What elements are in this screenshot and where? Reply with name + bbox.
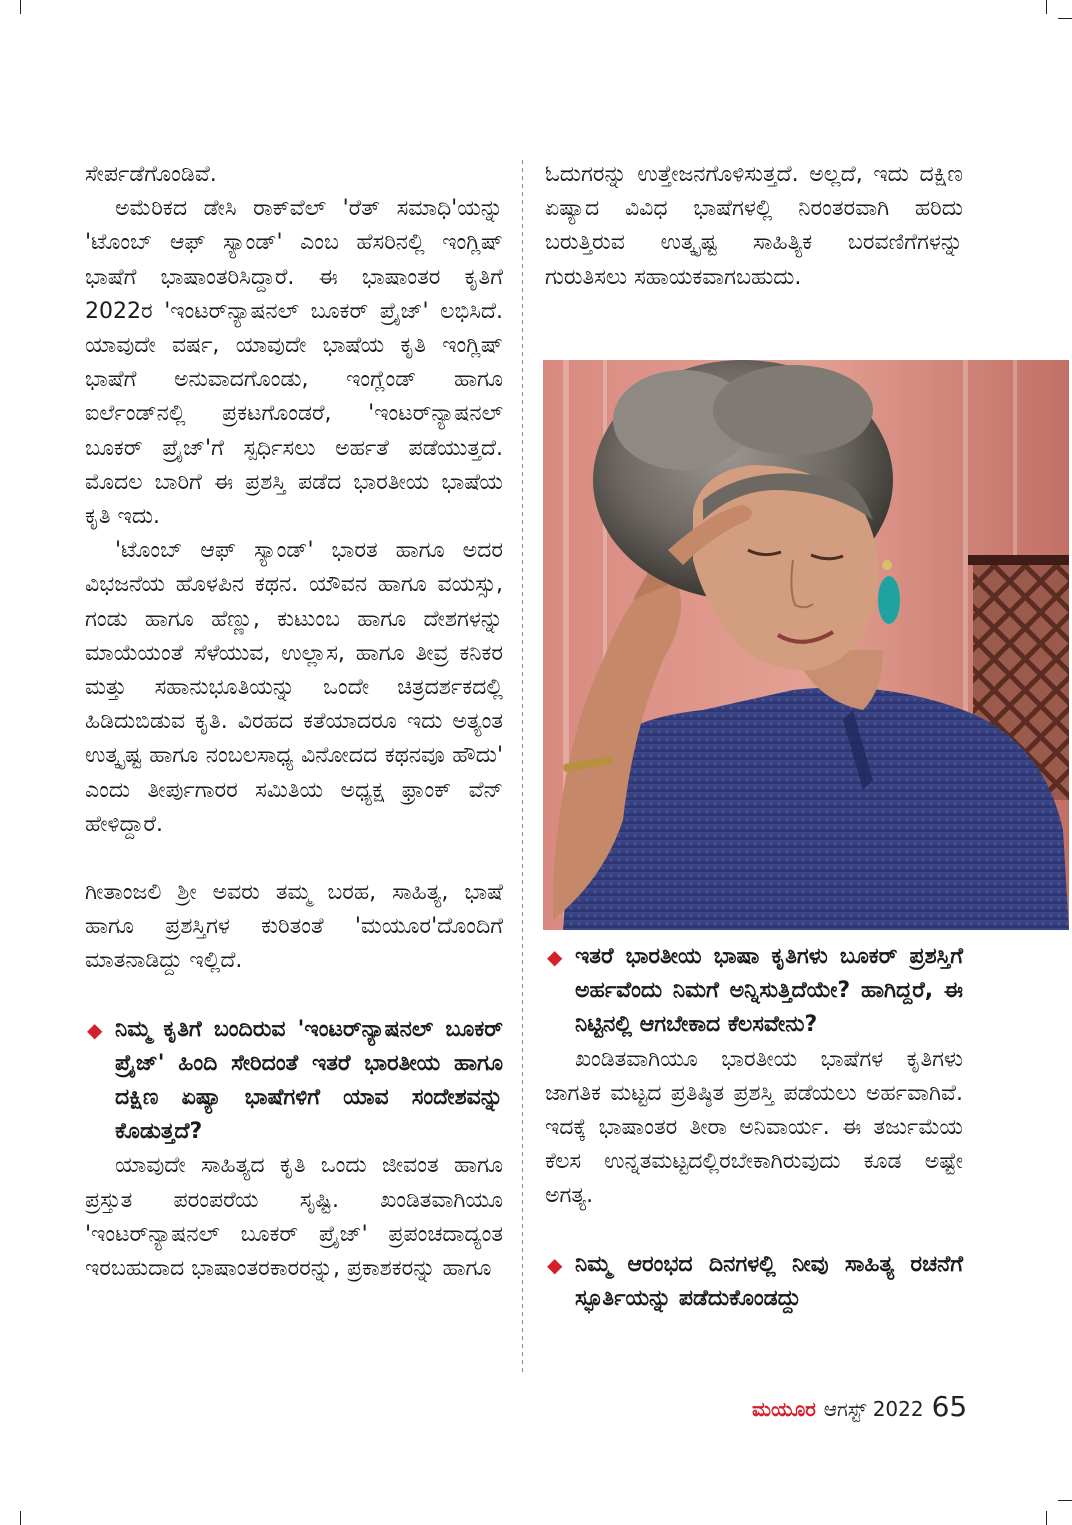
page-footer <box>752 1390 967 1426</box>
question-2 <box>545 940 963 1043</box>
right-column-top <box>545 158 963 295</box>
page-number: 65 <box>931 1390 968 1423</box>
crop-mark-bottom-left <box>20 1511 21 1525</box>
diamond-bullet-icon: ◆ <box>87 1017 103 1042</box>
issue-date: ಆಗಸ್ಟ್ 2022 <box>823 1397 924 1421</box>
right-paragraph-1: ಓದುಗರನ್ನು ಉತ್ತೇಜನಗೊಳಿಸುತ್ತದೆ. ಅಲ್ಲದೆ, ಇದು ದಕ್ಷಿಣ ಏಷ್ಯಾದ ವಿವಿಧ ಭಾಷೆಗಳಲ್ಲಿ ನಿರಂತರವಾಗಿ ಹರಿದು ಬರುತ್ತಿರುವ ಉತ್ಕೃಷ್ಟ ಸಾಹಿತ್ಯಿಕ ಬರವಣಿಗೆಗಳನ್ನು ಗುರುತಿಸಲು ಸಹಾಯಕವಾಗಬಹುದು. <box>545 162 963 290</box>
right-column-bottom <box>545 940 963 1316</box>
question-1-text: ನಿಮ್ಮ ಕೃತಿಗೆ ಬಂದಿರುವ 'ಇಂಟರ್‌ನ್ಯಾಷನಲ್ ಬೂಕರ್ ಪ್ರೈಜ್' ಹಿಂದಿ ಸೇರಿದಂತೆ ಇತರೆ ಭಾರತೀಯ ಹಾಗೂ ದಕ್ಷಿಣ ಏಷ್ಯಾ ಭಾಷೆಗಳಿಗೆ ಯಾವ ಸಂದೇಶವನ್ನು ಕೊಡುತ್ತದೆ? <box>115 1016 503 1145</box>
author-photo <box>543 360 1069 930</box>
diamond-bullet-icon: ◆ <box>547 1252 563 1277</box>
left-paragraph-3: 'ಟೊಂಬ್ ಆಫ್ ಸ್ಯಾಂಡ್' ಭಾರತ ಹಾಗೂ ಅದರ ವಿಭಜನೆಯ ಹೊಳಪಿನ ಕಥನ. ಯೌವನ ಹಾಗೂ ವಯಸ್ಸು, ಗಂಡು ಹಾಗೂ ಹೆಣ್ಣು, ಕುಟುಂಬ ಹಾಗೂ ದೇಶಗಳನ್ನು ಮಾಯೆಯಂತೆ ಸೆಳೆಯುವ, ಉಲ್ಲಾಸ, ಹಾಗೂ ತೀವ್ರ ಕನಿಕರ ಮತ್ತು ಸಹಾನುಭೂತಿಯನ್ನು ಒಂದೇ ಚಿತ್ರದರ್ಶಕದಲ್ಲಿ ಹಿಡಿದುಬಿಡುವ ಕೃತಿ. ವಿರಹದ ಕತೆಯಾದರೂ ಇದು ಅತ್ಯಂತ ಉತ್ಕೃಷ್ಟ ಹಾಗೂ ನಂಬಲಸಾಧ್ಯ ವಿನೋದದ ಕಥನವೂ ಹೌದು' ಎಂದು ತೀರ್ಪುಗಾರರ ಸಮಿತಿಯ ಅಧ್ಯಕ್ಷ ಫ್ರಾಂಕ್ ವೆನ್ ಹೇಳಿದ್ದಾರೆ. <box>85 538 503 837</box>
answer-2: ಖಂಡಿತವಾಗಿಯೂ ಭಾರತೀಯ ಭಾಷೆಗಳ ಕೃತಿಗಳು ಜಾಗತಿಕ ಮಟ್ಟದ ಪ್ರತಿಷ್ಠಿತ ಪ್ರಶಸ್ತಿ ಪಡೆಯಲು ಅರ್ಹವಾಗಿವೆ. ಇದಕ್ಕೆ ಭಾಷಾಂತರ ತೀರಾ ಅನಿವಾರ್ಯ. ಈ ತರ್ಜುಮೆಯ ಕೆಲಸ ಉನ್ನತಮಟ್ಟದಲ್ಲಿರಬೇಕಾಗಿರುವುದು ಕೂಡ ಅಷ್ಟೇ ಅಗತ್ಯ. <box>545 1046 963 1209</box>
left-column <box>85 158 503 1286</box>
crop-mark-bottom-right <box>1046 1511 1047 1525</box>
question-3 <box>545 1248 963 1316</box>
crop-mark-top-left <box>20 0 21 14</box>
magazine-brand-logo: ಮಯೂರ <box>752 1397 816 1421</box>
diamond-bullet-icon: ◆ <box>547 945 563 969</box>
question-3-text: ನಿಮ್ಮ ಆರಂಭದ ದಿನಗಳಲ್ಲಿ ನೀವು ಸಾಹಿತ್ಯ ರಚನೆಗೆ ಸ್ಫೂರ್ತಿಯನ್ನು ಪಡೆದುಕೊಂಡದ್ದು <box>575 1251 963 1311</box>
crop-mark-right-top <box>1058 18 1072 19</box>
left-paragraph-2: ಅಮೆರಿಕದ ಡೇಸಿ ರಾಕ್‌ವೆಲ್ 'ರೆತ್ ಸಮಾಧಿ'ಯನ್ನು 'ಟೊಂಬ್ ಆಫ್ ಸ್ಯಾಂಡ್' ಎಂಬ ಹೆಸರಿನಲ್ಲಿ ಇಂಗ್ಲಿಷ್ ಭಾಷೆಗೆ ಭಾಷಾಂತರಿಸಿದ್ದಾರೆ. ಈ ಭಾಷಾಂತರ ಕೃತಿಗೆ 2022ರ 'ಇಂಟರ್‌ನ್ಯಾಷನಲ್ ಬೂಕರ್ ಪ್ರೈಜ್' ಲಭಿಸಿದೆ. ಯಾವುದೇ ವರ್ಷ, ಯಾವುದೇ ಭಾಷೆಯ ಕೃತಿ ಇಂಗ್ಲಿಷ್ ಭಾಷೆಗೆ ಅನುವಾದಗೊಂಡು, ಇಂಗ್ಲೆಂಡ್ ಹಾಗೂ ಐರ್ಲೆಂಡ್‌ನಲ್ಲಿ ಪ್ರಕಟಗೊಂಡರೆ, 'ಇಂಟರ್‌ನ್ಯಾಷನಲ್ ಬೂಕರ್ ಪ್ರೈಜ್'ಗೆ ಸ್ಪರ್ಧಿಸಲು ಅರ್ಹತೆ ಪಡೆಯುತ್ತದೆ. ಮೊದಲ ಬಾರಿಗೆ ಈ ಪ್ರಶಸ್ತಿ ಪಡೆದ ಭಾರತೀಯ ಭಾಷೆಯ ಕೃತಿ ಇದು. <box>85 196 503 530</box>
author-portrait-image <box>543 360 1069 930</box>
left-paragraph-1: ಸೇರ್ಪಡೆಗೊಂಡಿವೆ. <box>85 162 217 187</box>
question-1 <box>85 1013 503 1150</box>
crop-mark-top-right <box>1046 0 1047 14</box>
crop-mark-right-bottom <box>1058 1500 1072 1501</box>
left-paragraph-4: ಗೀತಾಂಜಲಿ ಶ್ರೀ ಅವರು ತಮ್ಮ ಬರಹ, ಸಾಹಿತ್ಯ, ಭಾಷೆ ಹಾಗೂ ಪ್ರಶಸ್ತಿಗಳ ಕುರಿತಂತೆ 'ಮಯೂರ'ದೊಂದಿಗೆ ಮಾತನಾಡಿದ್ದು ಇಲ್ಲಿದೆ. <box>85 880 503 974</box>
answer-1: ಯಾವುದೇ ಸಾಹಿತ್ಯದ ಕೃತಿ ಒಂದು ಜೀವಂತ ಹಾಗೂ ಪ್ರಸ್ತುತ ಪರಂಪರೆಯ ಸೃಷ್ಟಿ. ಖಂಡಿತವಾಗಿಯೂ 'ಇಂಟರ್‌ನ್ಯಾಷನಲ್ ಬೂಕರ್ ಪ್ರೈಜ್' ಪ್ರಪಂಚದಾದ್ಯಂತ ಇರಬಹುದಾದ ಭಾಷಾಂತರಕಾರರನ್ನು, ಪ್ರಕಾಶಕರನ್ನು ಹಾಗೂ <box>85 1153 503 1282</box>
question-2-text: ಇತರೆ ಭಾರತೀಯ ಭಾಷಾ ಕೃತಿಗಳು ಬೂಕರ್ ಪ್ರಶಸ್ತಿಗೆ ಅರ್ಹವೆಂದು ನಿಮಗೆ ಅನ್ನಿಸುತ್ತಿದೆಯೇ? ಹಾಗಿದ್ದರೆ, ಈ ನಿಟ್ಟಿನಲ್ಲಿ ಆಗಬೇಕಾದ ಕೆಲಸವೇನು? <box>575 944 963 1038</box>
column-divider <box>522 160 523 1376</box>
